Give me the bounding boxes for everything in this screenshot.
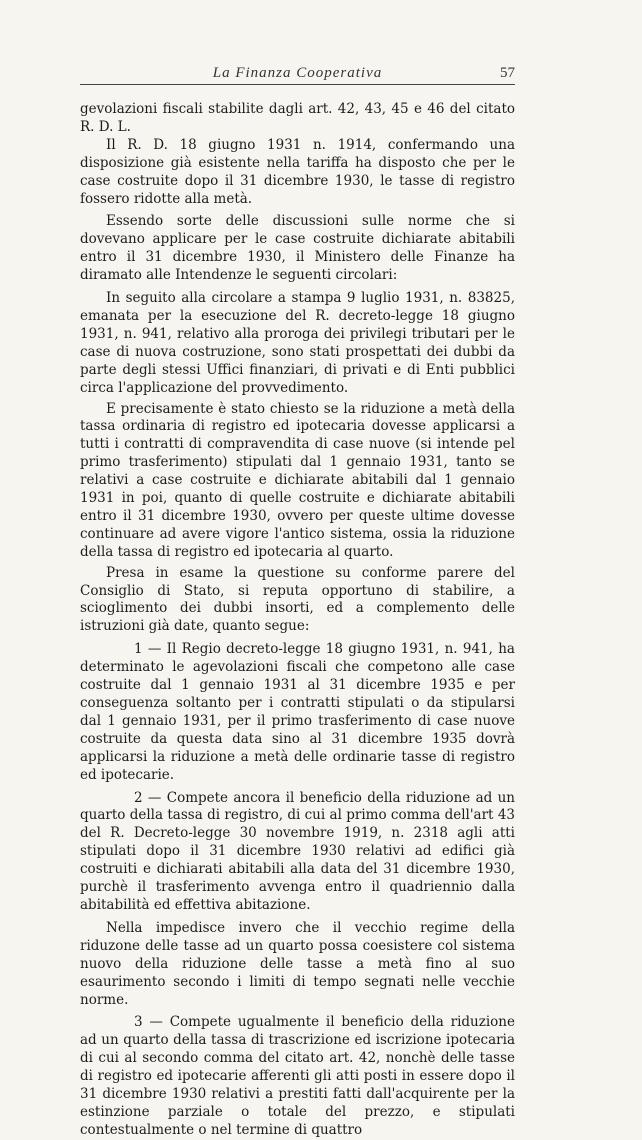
paragraph-rd-1931: Il R. D. 18 giugno 1931 n. 1914, confermando una disposizione già esistente nella tariffa ha disposto che per le case costruite dopo il 31 dicembre 1930, le tasse di registro fossero ridotte alla metà. (80, 136, 515, 207)
paragraph-question: E precisamente è stato chiesto se la riduzione a metà della tassa ordinaria di registro ed ipotecaria dovesse applicarsi a tutti i contratti di compravendita di case nuove (si intende pel primo trasferimento) stipulati dal 1 gennaio 1931, tanto se relativi a case costruite e dichiarate abitabili dal 1 gennaio 1931 in poi, quanto di quelle costruite e dichiarate abitabili entro il 31 dicembre 1930, ovvero per queste ultime dovesse continuare ad avere vigore l'antico sistema, ossia la riduzione della tassa di registro ed ipotecaria al quarto. (80, 400, 515, 560)
page-body (80, 101, 515, 1140)
paragraph-consiglio: Presa in esame la questione su conforme parere del Consiglio di Stato, si reputa opportuno di stabilire, a scioglimento dei dubbi insorti, ed a complemento delle istruzioni già date, quanto segue: (80, 564, 515, 635)
running-title: La Finanza Cooperativa (212, 65, 383, 81)
paragraph-point-2: 2 — Compete ancora il beneficio della riduzione ad un quarto della tassa di registro, di cui al primo comma dell'art 43 del R. Decreto-legge 30 novembre 1919, n. 2318 agli atti stipulati dopo il 31 dicembre 1930 relativi ad edifici già costruiti e dichiarati abitabili alla data del 31 dicembre 1930, purchè il trasferimento avvenga entro il quadriennio dalla abitabilità ed effettiva abitazione. (80, 789, 515, 913)
paragraph-coexistence: Nella impedisce invero che il vecchio regime della riduzone delle tasse ad un quarto possa coesistere col sistema nuovo della riduzione delle tasse a metà fino al suo esaurimento secondo i limiti di tempo segnati nelle vecchie norme. (80, 919, 515, 1008)
page-number: 57 (500, 65, 515, 81)
paragraph-continuation: gevolazioni fiscali stabilite dagli art. 42, 43, 45 e 46 del citato R. D. L. (80, 101, 515, 135)
page-header (80, 62, 515, 85)
paragraph-discussions: Essendo sorte delle discussioni sulle norme che si dovevano applicare per le case costruite dichiarate abitabili entro il 31 dicembre 1930, il Ministero delle Finanze ha diramato alle Intendenze le seguenti circolari: (80, 213, 515, 284)
paragraph-point-1: 1 — Il Regio decreto-legge 18 giugno 1931, n. 941, ha determinato le agevolazioni fiscali che competono alle case costruite dal 1 gennaio 1931 al 31 dicembre 1935 e per conseguenza soltanto per i contratti stipulati o da stipularsi dal 1 gennaio 1931, per il primo trasferimento di case nuove costruite da questa data sino al 31 dicembre 1935 dovrà applicarsi la riduzione a metà delle ordinarie tasse di registro ed ipotecarie. (80, 641, 515, 783)
paragraph-circolare: In seguito alla circolare a stampa 9 luglio 1931, n. 83825, emanata per la esecuzione del R. decreto-legge 18 giugno 1931, n. 941, relativo alla proroga dei privilegi tributari per le case di nuova costruzione, sono stati prospettati dei dubbi da parte degli stessi Uffici finanziari, di privati e di Enti pubblici circa l'applicazione del provvedimento. (80, 290, 515, 396)
paragraph-point-3: 3 — Compete ugualmente il beneficio della riduzione ad un quarto della tassa di trascrizione ed iscrizione ipotecaria di cui al secondo comma del citato art. 42, nonchè delle tasse di registro ed ipotecarie afferenti gli atti posti in essere dopo il 31 dicembre 1930 relativi a prestiti fatti dall'acquirente per la estinzione parziale o totale del prezzo, e stipulati contestualmente o nel termine di quattro (80, 1014, 515, 1138)
